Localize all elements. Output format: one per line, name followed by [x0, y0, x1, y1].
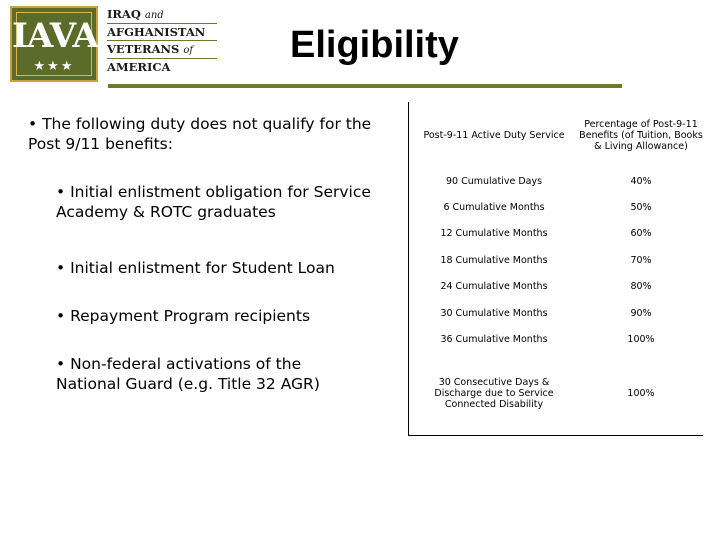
cell-service: 24 Cumulative Months — [440, 281, 548, 293]
cell-service: 30 Cumulative Months — [440, 307, 548, 319]
cell-service: 30 Consecutive Days & Discharge due to Service Connected Disability — [434, 377, 554, 411]
table-row — [409, 194, 703, 220]
cell-percentage: 40% — [630, 175, 652, 187]
iava-logo — [10, 6, 215, 82]
cell-service: 18 Cumulative Months — [440, 254, 548, 266]
cell-percentage: 70% — [630, 254, 652, 266]
title-rule — [108, 84, 622, 88]
logo-wordmark — [107, 6, 217, 75]
table-row — [409, 300, 703, 326]
cell-percentage: 100% — [627, 334, 655, 346]
table-header — [409, 102, 703, 168]
cell-service: 90 Cumulative Days — [445, 175, 543, 187]
cell-service: 36 Cumulative Months — [440, 334, 548, 346]
header-service: Post-9-11 Active Duty Service — [423, 129, 565, 141]
table-row — [409, 247, 703, 273]
logo-line-3-small: of — [183, 45, 194, 56]
table-row — [409, 274, 703, 300]
logo-line-1: IRAQ — [107, 7, 141, 21]
logo-badge — [10, 6, 98, 82]
bullet-item: • Initial enlistment obligation for Service Academy & ROTC graduates — [56, 183, 371, 221]
bullet-item: • The following duty does not qualify for the Post 9/11 benefits: — [28, 115, 372, 153]
table-row — [409, 353, 703, 435]
logo-abbrev: IAVA — [12, 16, 98, 56]
cell-service: 12 Cumulative Months — [440, 228, 548, 240]
table-row — [409, 168, 703, 194]
star-icon: ★★★ — [33, 59, 75, 74]
logo-line-2: AFGHANISTAN — [107, 25, 206, 39]
benefits-table — [408, 102, 703, 436]
cell-percentage: 100% — [627, 388, 655, 400]
cell-percentage: 80% — [630, 281, 652, 293]
cell-percentage: 50% — [630, 202, 652, 214]
bullet-item: • Initial enlistment for Student Loan — [56, 259, 335, 277]
table-row — [409, 326, 703, 352]
bullet-item: • Non-federal activations of the National Guard (e.g. Title 32 AGR) — [56, 355, 320, 393]
bullet-item: • Repayment Program recipients — [56, 307, 311, 325]
logo-line-3: VETERANS — [107, 42, 180, 56]
cell-percentage: 90% — [630, 307, 652, 319]
cell-service: 6 Cumulative Months — [443, 202, 545, 214]
page-title: Eligibility — [290, 24, 459, 66]
table-row — [409, 221, 703, 247]
logo-line-1-small: and — [144, 10, 164, 21]
logo-line-4: AMERICA — [107, 60, 171, 74]
cell-percentage: 60% — [630, 228, 652, 240]
header-percentage: Percentage of Post-9-11 Benefits (of Tuition, Books & Living Allowance) — [579, 118, 703, 152]
